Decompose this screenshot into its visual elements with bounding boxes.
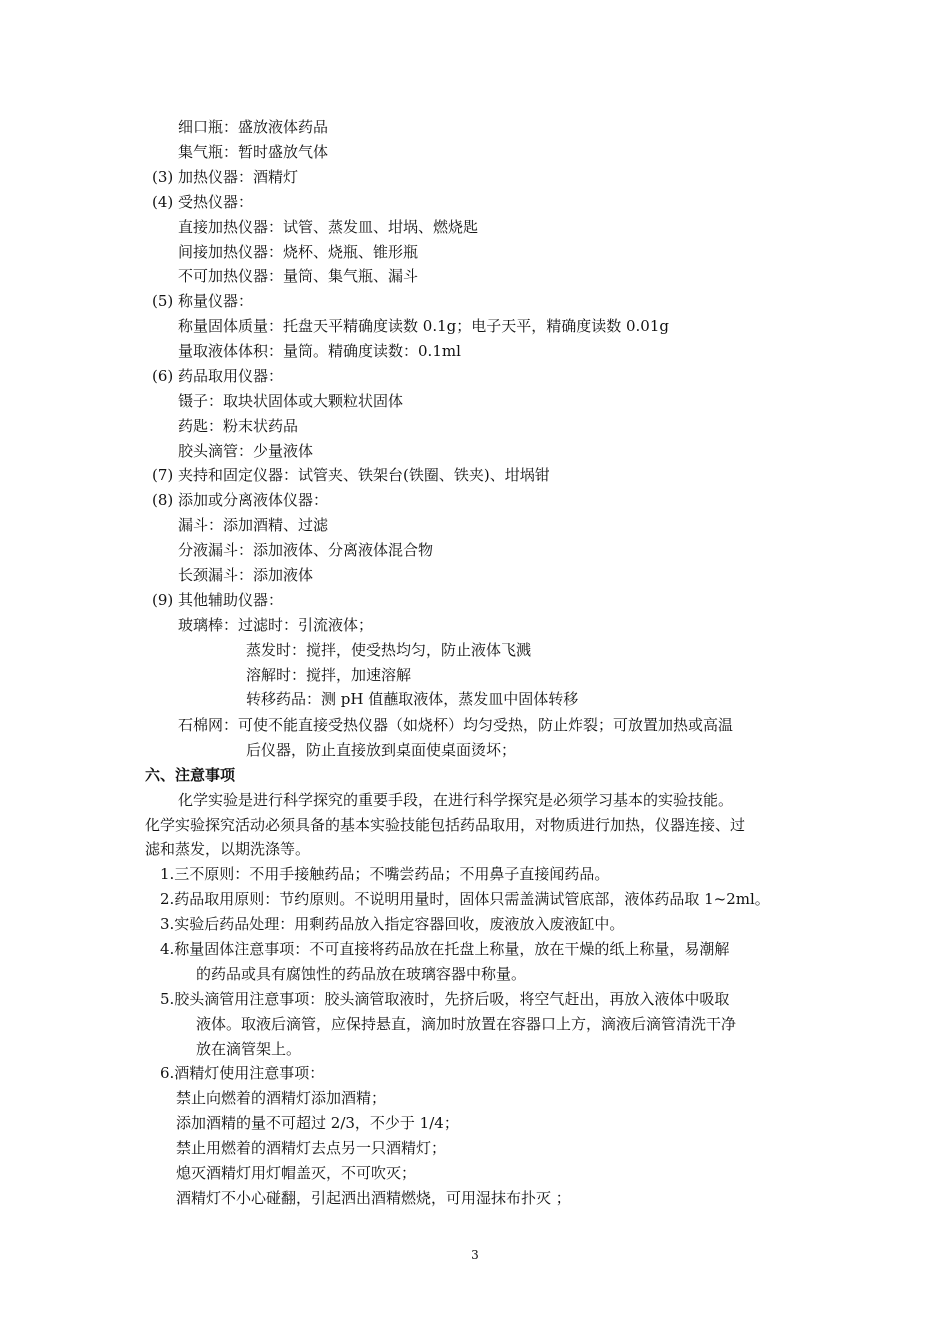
- text-line: 酒精灯不小心碰翻，引起洒出酒精燃烧，可用湿抹布扑灭 ；: [176, 1189, 571, 1207]
- text-line: 玻璃棒：过滤时：引流液体；: [178, 616, 374, 634]
- list-item: (3) 加热仪器：酒精灯: [152, 168, 299, 186]
- paragraph-line: 化学实验是进行科学探究的重要手段，在进行科学探究是必须学习基本的实验技能。: [178, 791, 734, 809]
- paragraph-line: 滤和蒸发，以期洗涤等。: [145, 840, 311, 858]
- text-line: 禁止用燃着的酒精灯去点另一只酒精灯；: [176, 1139, 447, 1157]
- text-line: 不可加热仪器：量筒、集气瓶、漏斗: [178, 267, 419, 285]
- list-item: 6.酒精灯使用注意事项：: [160, 1064, 325, 1082]
- text-line: 的药品或具有腐蚀性的药品放在玻璃容器中称量。: [196, 965, 527, 983]
- text-line: 集气瓶：暂时盛放气体: [178, 143, 329, 161]
- text-line: 药匙：粉末状药品: [178, 417, 299, 435]
- list-item: (9) 其他辅助仪器：: [152, 591, 284, 609]
- text-line: 细口瓶：盛放液体药品: [178, 118, 329, 136]
- text-line: 镊子：取块状固体或大颗粒状固体: [178, 392, 404, 410]
- list-item: 1.三不原则：不用手接触药品；不嘴尝药品；不用鼻子直接闻药品。: [160, 865, 610, 883]
- list-item: (4) 受热仪器：: [152, 193, 254, 211]
- text-line: 添加酒精的量不可超过 2/3，不少于 1/4；: [176, 1114, 459, 1132]
- text-line: 分液漏斗：添加液体、分离液体混合物: [178, 541, 434, 559]
- text-line: 漏斗：添加酒精、过滤: [178, 516, 329, 534]
- text-line: 称量固体质量：托盘天平精确度读数 0.1g；电子天平，精确度读数 0.01g: [178, 317, 669, 335]
- page-number: 3: [471, 1248, 479, 1262]
- text-line: 溶解时：搅拌，加速溶解: [246, 666, 412, 684]
- text-line: 蒸发时：搅拌，使受热均匀，防止液体飞溅: [246, 641, 532, 659]
- text-line: 长颈漏斗：添加液体: [178, 566, 314, 584]
- text-line: 间接加热仪器：烧杯、烧瓶、锥形瓶: [178, 243, 419, 261]
- list-item: 4.称量固体注意事项：不可直接将药品放在托盘上称量，放在干燥的纸上称量，易潮解: [160, 940, 730, 958]
- paragraph-line: 化学实验探究活动必须具备的基本实验技能包括药品取用，对物质进行加热，仪器连接、过: [145, 816, 746, 834]
- text-line: 量取液体体积：量筒。精确度读数：0.1ml: [178, 342, 461, 360]
- text-line: 禁止向燃着的酒精灯添加酒精；: [176, 1089, 387, 1107]
- section-heading: 六、注意事项: [145, 766, 236, 784]
- list-item: 3.实验后药品处理：用剩药品放入指定容器回收，废液放入废液缸中。: [160, 915, 625, 933]
- text-line: 后仪器，防止直接放到桌面使桌面烫坏；: [246, 741, 517, 759]
- list-item: (8) 添加或分离液体仪器：: [152, 491, 329, 509]
- text-line: 液体。取液后滴管，应保持悬直，滴加时放置在容器口上方，滴液后滴管清洗干净: [196, 1015, 737, 1033]
- text-line: 放在滴管架上。: [196, 1040, 302, 1058]
- list-item: 2.药品取用原则：节约原则。不说明用量时，固体只需盖满试管底部，液体药品取 1~2ml。: [160, 890, 770, 908]
- text-line: 直接加热仪器：试管、蒸发皿、坩埚、燃烧匙: [178, 218, 479, 236]
- text-line: 胶头滴管：少量液体: [178, 442, 314, 460]
- list-item: (6) 药品取用仪器：: [152, 367, 284, 385]
- list-item: 5.胶头滴管用注意事项：胶头滴管取液时，先挤后吸，将空气赶出，再放入液体中吸取: [160, 990, 730, 1008]
- list-item: (5) 称量仪器：: [152, 292, 254, 310]
- text-line: 转移药品：测 pH 值蘸取液体，蒸发皿中固体转移: [246, 690, 579, 708]
- text-line: 石棉网：可使不能直接受热仪器（如烧杯）均匀受热，防止炸裂；可放置加热或高温: [178, 716, 734, 734]
- list-item: (7) 夹持和固定仪器：试管夹、铁架台(铁圈、铁夹)、坩埚钳: [152, 466, 550, 484]
- text-line: 熄灭酒精灯用灯帽盖灭，不可吹灭；: [176, 1164, 417, 1182]
